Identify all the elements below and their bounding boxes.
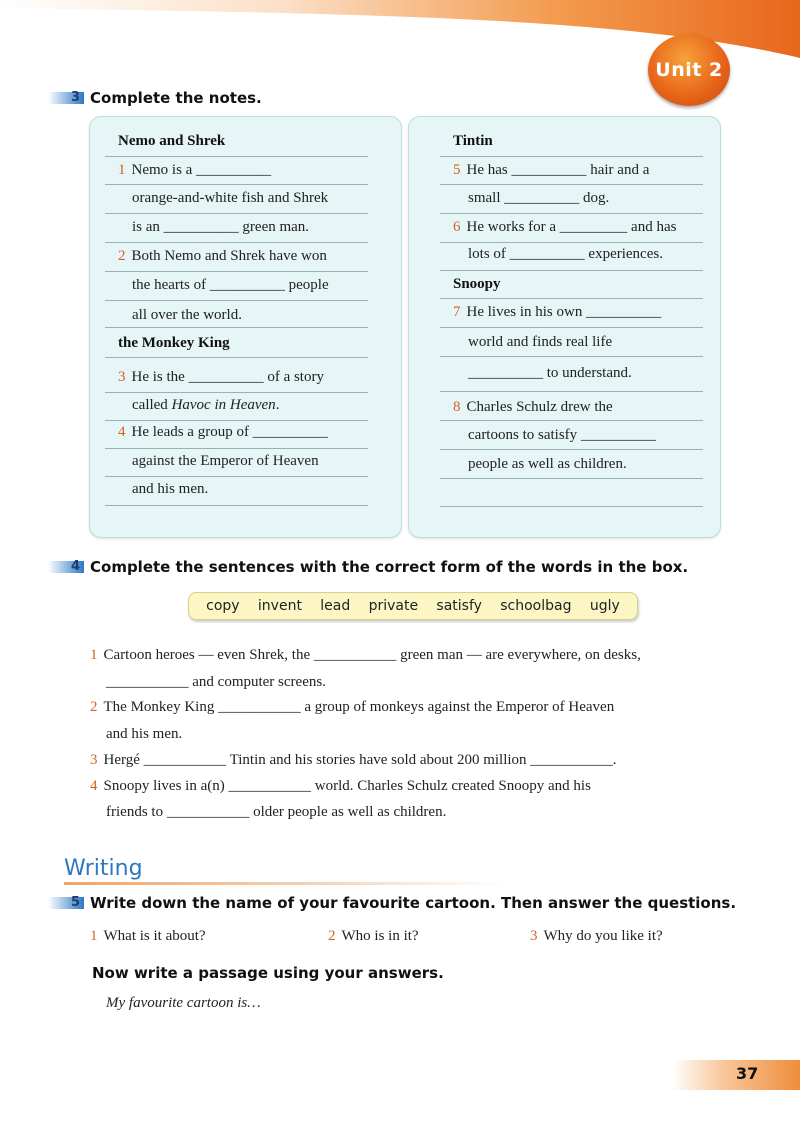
question-2: 2 Who is in it? [328,928,419,944]
note-line-text: and his men. [132,481,209,497]
note-item-1: 1 Nemo is a __________ [118,162,272,178]
note-line-text: orange-and-white fish and Shrek [132,190,329,206]
note-line-text: people as well as children. [468,456,627,472]
passage-starter: My favourite cartoon is… [106,995,261,1011]
word-box-item: ugly [589,598,620,614]
unit-badge-label: Unit 2 [655,59,723,81]
word-box-item: satisfy [436,598,482,614]
section-number: 4 [70,559,80,574]
sentence-line: ___________ and computer screens. [106,674,326,690]
section-5-heading [48,894,736,912]
section-number-tag [48,558,84,576]
note-line-text: all over the world. [132,307,242,323]
sentence-line: friends to ___________ older people as well as children. [106,804,447,820]
section-number-tag [48,89,84,107]
note-heading: Nemo and Shrek [118,133,226,149]
word-box-item: lead [320,598,351,614]
sentence-3: 3 Hergé ___________ Tintin and his stories have sold about 200 million ___________. [90,752,617,768]
sentence-2: 2 The Monkey King ___________ a group of monkeys against the Emperor of Heaven [90,699,615,715]
note-item-6: 6 He works for a _________ and has [453,219,677,235]
note-item-8: 8 Charles Schulz drew the [453,399,613,415]
writing-subheading: Now write a passage using your answers. [92,964,444,982]
section-3-heading [48,89,262,107]
sentence-1: 1 Cartoon heroes — even Shrek, the ___________ green man — are everywhere, on desks, [90,647,641,663]
note-heading: the Monkey King [118,335,230,351]
word-box-item: invent [257,598,302,614]
section-number-tag [48,894,84,912]
note-line-text: against the Emperor of Heaven [132,453,319,469]
note-line-text: __________ to understand. [468,365,632,381]
note-line-text: lots of __________ experiences. [468,246,663,262]
notes-panel-left [89,116,402,538]
note-heading: Tintin [453,133,493,149]
note-line-text: called Havoc in Heaven. [132,397,280,413]
note-line-text: cartoons to satisfy __________ [468,427,656,443]
note-line-text: is an __________ green man. [132,219,310,235]
note-heading: Snoopy [453,276,501,292]
section-number: 5 [70,895,80,910]
writing-title: Writing [64,856,143,881]
unit-badge [648,34,730,106]
question-3: 3 Why do you like it? [530,928,663,944]
note-item-7: 7 He lives in his own __________ [453,304,662,320]
note-item-2: 2 Both Nemo and Shrek have won [118,248,327,264]
note-item-4: 4 He leads a group of __________ [118,424,328,440]
writing-underline [64,882,504,885]
note-item-5: 5 He has __________ hair and a [453,162,650,178]
note-line-text: small __________ dog. [468,190,610,206]
section-title: Complete the sentences with the correct form of the words in the box. [90,558,689,576]
word-box-item: schoolbag [500,598,572,614]
notes-panel-right [408,116,721,538]
word-box-item: copy [206,598,240,614]
question-1: 1 What is it about? [90,928,206,944]
section-4-heading [48,558,688,576]
note-line-text: the hearts of __________ people [132,277,329,293]
sentence-line: and his men. [106,726,183,742]
note-line-text: world and finds real life [468,334,613,350]
section-title: Write down the name of your favourite cartoon. Then answer the questions. [90,894,737,912]
section-number: 3 [70,90,80,105]
word-box-item: private [368,598,419,614]
page-number: 37 [736,1064,759,1083]
section-title: Complete the notes. [90,89,262,107]
sentence-4: 4 Snoopy lives in a(n) ___________ world. Charles Schulz created Snoopy and his [90,778,591,794]
word-box [188,592,638,620]
note-item-3: 3 He is the __________ of a story [118,369,324,385]
